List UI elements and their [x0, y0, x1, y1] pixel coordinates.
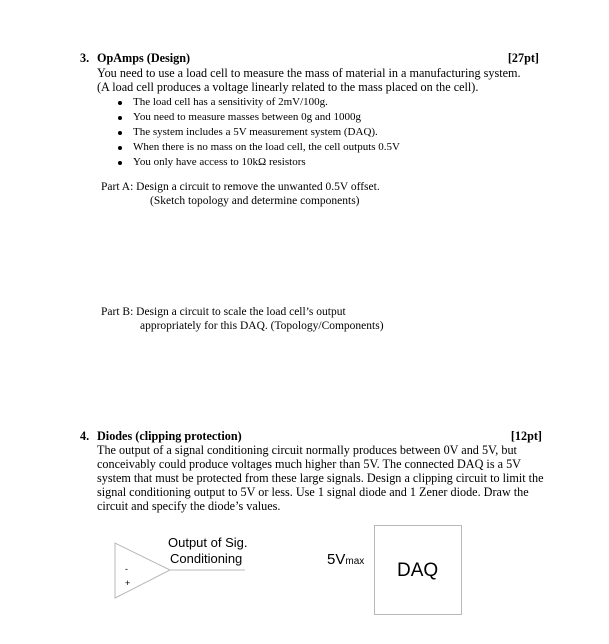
q4-points: [12pt]: [510, 429, 542, 443]
opamp-plus-label: +: [125, 578, 131, 588]
q3-bullet-5: You only have access to 10kΩ resistors: [133, 156, 306, 168]
voltage-label: [327, 551, 364, 571]
output-label-line-2: Conditioning: [170, 551, 243, 566]
q3-intro-line-2: (A load cell produces a voltage linearly related to the mass placed on the cell).: [97, 80, 479, 94]
q3-title: OpAmps (Design): [97, 51, 191, 65]
q3-part-b-line-1: Part B: Design a circuit to scale the load cell’s output: [101, 306, 346, 318]
q4-title: Diodes (clipping protection): [97, 429, 242, 443]
opamp-minus-label: -: [125, 564, 128, 574]
q3-bullet-3: The system includes a 5V measurement system (DAQ).: [133, 126, 378, 138]
q4-body-line-4: signal conditioning output to 5V or less. Use 1 signal diode and 1 Zener diode. Draw the: [97, 485, 529, 499]
opamp-triangle: [115, 543, 170, 598]
q4-body-line-1: The output of a signal conditioning circuit normally produces between 0V and 5V, but: [97, 443, 517, 457]
q3-bullet-4: When there is no mass on the load cell, the cell outputs 0.5V: [133, 141, 400, 153]
q3-points: [27pt]: [507, 51, 539, 65]
q3-bullet-1: The load cell has a sensitivity of 2mV/100g.: [133, 96, 328, 108]
q3-part-a-line-2: (Sketch topology and determine components): [150, 195, 360, 207]
q3-number: 3.: [80, 51, 90, 65]
q4-body-line-5: circuit and specify the diode’s values.: [97, 499, 281, 513]
q3-part-b-line-2: appropriately for this DAQ. (Topology/Components): [140, 320, 384, 332]
daq-label: DAQ: [397, 560, 439, 581]
voltage-subscript: max: [345, 556, 365, 567]
output-label-line-1: Output of Sig.: [168, 535, 248, 550]
q3-intro-line-1: You need to use a load cell to measure the mass of material in a manufacturing system.: [97, 66, 521, 80]
q4-body-line-3: system that must be protected from these large signals. Design a clipping circuit to limit the: [97, 471, 544, 485]
voltage-main: 5V: [327, 551, 346, 568]
q4-body-line-2: conceivably could produce voltages much higher than 5V. The connected DAQ is a 5V: [97, 457, 521, 471]
q3-bullet-2: You need to measure masses between 0g and 1000g: [133, 111, 362, 123]
q3-part-a-line-1: Part A: Design a circuit to remove the unwanted 0.5V offset.: [101, 181, 380, 193]
q4-number: 4.: [80, 429, 90, 443]
